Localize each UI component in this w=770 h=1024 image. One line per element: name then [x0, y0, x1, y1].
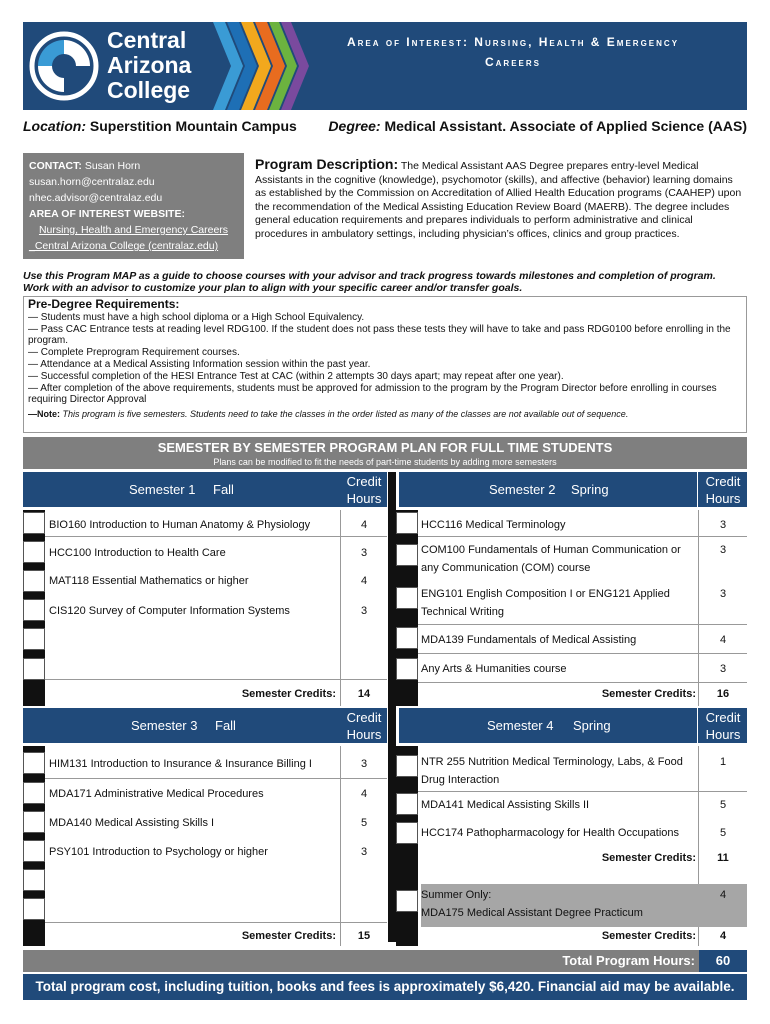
checkbox[interactable]	[23, 811, 45, 833]
semester-4-header	[399, 708, 697, 743]
credit-label: Credit	[346, 710, 382, 725]
sem3-credit: 3	[360, 846, 368, 858]
grid-line	[45, 536, 387, 537]
credit-label: Credit	[705, 710, 741, 725]
checkbox[interactable]	[23, 752, 45, 774]
prereq-item: — Attendance at a Medical Assisting Information session within the past year.	[28, 358, 371, 370]
grid-line	[418, 536, 747, 537]
checkbox[interactable]	[23, 869, 45, 891]
checkbox[interactable]	[396, 587, 418, 609]
checkbox[interactable]	[396, 822, 418, 844]
logo-emblem-icon	[29, 30, 99, 102]
guide-line-1: Use this Program MAP as a guide to choose courses with your advisor and track progress towards milestones and completion of program.	[23, 270, 716, 282]
sem2-credits-label: Semester Credits:	[601, 688, 696, 700]
grid-line	[45, 679, 387, 680]
checkbox[interactable]	[396, 793, 418, 815]
note-text: This program is five semesters. Students need to take the classes in the order listed as many of the classes are not available out of sequence.	[62, 409, 629, 420]
website-label: AREA OF INTEREST WEBSITE:	[29, 208, 185, 220]
guide-line-2: Work with an advisor to customize your plan to align with your specific career and/or transfer goals.	[23, 282, 523, 294]
sem3-credit: 5	[360, 817, 368, 829]
sem3-course: HIM131 Introduction to Insurance & Insurance Billing I	[49, 758, 312, 770]
hours-label: Hours	[705, 491, 741, 506]
checkbox[interactable]	[23, 658, 45, 680]
sem2-credits-total: 16	[716, 688, 730, 700]
area-of-interest-title	[293, 32, 733, 72]
grid-line	[340, 510, 341, 706]
location-label: Location:	[23, 118, 86, 134]
sem4-course: NTR 255 Nutrition Medical Terminology, Labs, & Food Drug Interaction	[421, 756, 683, 786]
logo-line-2: Arizona	[107, 52, 192, 78]
semester-4-term: Spring	[573, 718, 611, 733]
sem1-course: CIS120 Survey of Computer Information Systems	[49, 605, 290, 617]
contact-email-1[interactable]: susan.horn@centralaz.edu	[29, 176, 155, 188]
semester-1-term: Fall	[213, 482, 234, 497]
checkbox[interactable]	[396, 890, 418, 912]
location-value: Superstition Mountain Campus	[89, 118, 297, 134]
grid-line	[418, 653, 747, 654]
grid-line	[418, 624, 747, 625]
checkbox[interactable]	[23, 599, 45, 621]
sem1-course: BIO160 Introduction to Human Anatomy & Physiology	[49, 519, 311, 531]
logo-line-3: College	[107, 77, 191, 103]
sem3-credits-label: Semester Credits:	[241, 930, 336, 942]
prereq-item: — Complete Preprogram Requirement courses.	[28, 347, 240, 359]
sem1-course: HCC100 Introduction to Health Care	[49, 547, 226, 559]
hours-label: Hours	[346, 491, 382, 506]
hours-label: Hours	[346, 727, 382, 742]
sem2-credit: 4	[719, 634, 727, 646]
checkbox[interactable]	[396, 755, 418, 777]
checkbox[interactable]	[396, 658, 418, 680]
semester-2-credit-header	[698, 472, 747, 507]
summer-credits-total: 4	[719, 930, 727, 942]
checkbox[interactable]	[23, 840, 45, 862]
summer-credit: 4	[719, 889, 727, 901]
sem3-course: MDA140 Medical Assisting Skills I	[49, 817, 215, 829]
total-hours-value: 60	[699, 950, 747, 972]
sem4-credits-total: 11	[717, 852, 729, 864]
degree	[328, 118, 747, 134]
checkbox[interactable]	[23, 570, 45, 592]
program-map-page	[23, 22, 747, 1002]
sem2-course: HCC116 Medical Terminology	[421, 519, 566, 531]
sem4-credit: 5	[719, 799, 727, 811]
program-description-text: The Medical Assistant AAS Degree prepares entry-level Medical Assistants in the cognitive (knowledge), psychomotor (skills), and affective (behavior) learning domains as established by the Commission on Accreditation of Allied Health Education programs (CAAHEP) upon the recommendation of the Medical Assisting Education Review Board (MAERB). The degree includes general education requirements and prepares individuals to perform administrative and clinical procedures in ambulatory settings, including physician’s offices, clinics and group practices.	[255, 160, 742, 240]
prereq-item: — After completion of the above requirements, students must be approved for admission to the program by the Program Director before enrolling in courses requiring Director Approval	[28, 382, 717, 406]
location	[23, 118, 297, 134]
sem3-credit: 3	[360, 758, 368, 770]
semester-1-header	[23, 472, 343, 507]
program-description-label: Program Description:	[255, 156, 399, 172]
checkbox[interactable]	[23, 782, 45, 804]
semester-2-name: Semester 2	[489, 482, 556, 497]
sem3-credit: 4	[360, 788, 368, 800]
sem3-credits-total: 15	[357, 930, 371, 942]
checkbox[interactable]	[23, 898, 45, 920]
semester-1-credit-header	[343, 472, 387, 507]
sem1-credit: 3	[360, 605, 368, 617]
sem4-course: HCC174 Pathopharmacology for Health Occupations	[421, 827, 680, 839]
sem1-credit: 4	[360, 519, 368, 531]
pre-degree-requirements	[23, 296, 747, 433]
degree-value: Medical Assistant. Associate of Applied Science (AAS)	[384, 118, 747, 134]
logo-wordmark	[107, 28, 191, 103]
semester-3-name: Semester 3	[131, 718, 198, 733]
contact-label: CONTACT:	[29, 160, 82, 172]
note-label: —Note:	[28, 409, 60, 420]
prereq-item: — Students must have a high school diploma or a High School Equivalency.	[28, 311, 365, 323]
semester-3-header	[23, 708, 343, 743]
prereq-note	[28, 409, 742, 421]
title-line-2: Careers	[484, 55, 541, 69]
sem2-course: COM100 Fundamentals of Human Communication or any Communication (COM) course	[421, 544, 681, 574]
prereq-item: — Successful completion of the HESI Entrance Test at CAC (within 2 attempts 30 days apart; may repeat after one year).	[28, 370, 564, 382]
program-description	[255, 158, 745, 241]
sem3-course: MDA171 Administrative Medical Procedures	[49, 788, 264, 800]
semester-2-term: Spring	[571, 482, 609, 497]
total-hours-label: Total Program Hours:	[562, 953, 695, 968]
contact-box	[23, 153, 244, 259]
checkbox[interactable]	[23, 512, 45, 534]
summer-label: Summer Only:	[421, 889, 492, 901]
plan-heading	[23, 437, 747, 469]
semester-3-credit-header	[343, 708, 387, 743]
sem2-course: Any Arts & Humanities course	[421, 663, 567, 675]
program-cost: Total program cost, including tuition, books and fees is approximately $6,420. Financial aid may be available.	[23, 974, 747, 1000]
total-program-hours	[23, 950, 747, 972]
header-banner	[23, 22, 747, 110]
guide-text	[23, 270, 747, 294]
sem1-credits-total: 14	[357, 688, 371, 700]
plan-title: SEMESTER BY SEMESTER PROGRAM PLAN FOR FULL TIME STUDENTS	[157, 440, 613, 455]
sem1-credits-label: Semester Credits:	[241, 688, 336, 700]
plan-subtitle: Plans can be modified to fit the needs of part-time students by adding more semesters	[213, 457, 557, 467]
sem1-course: MAT118 Essential Mathematics or higher	[49, 575, 249, 587]
checkbox[interactable]	[396, 512, 418, 534]
semester-1-name: Semester 1	[129, 482, 196, 497]
sem2-course: ENG101 English Composition I or ENG121 Applied Technical Writing	[421, 588, 670, 618]
sem4-course: MDA141 Medical Assisting Skills II	[421, 799, 590, 811]
grid-line	[698, 510, 699, 706]
semester-3-term: Fall	[215, 718, 236, 733]
grid-line	[418, 682, 747, 683]
logo-line-1: Central	[107, 27, 187, 53]
prereq-item: — Pass CAC Entrance tests at reading level RDG100. If the student does not pass these tests they will have to take and pass RDG0100 before enrolling in the program.	[28, 323, 731, 347]
degree-label: Degree:	[328, 118, 381, 134]
grid-line	[45, 922, 387, 923]
grid-line	[418, 791, 747, 792]
checkbox[interactable]	[23, 541, 45, 563]
sem2-credit: 3	[719, 519, 727, 531]
website-link-careers[interactable]: Nursing, Health and Emergency Careers	[38, 224, 229, 236]
column-divider	[388, 472, 396, 942]
semester-4-credit-header	[698, 708, 747, 743]
grid-line	[340, 746, 341, 946]
checkbox[interactable]	[23, 628, 45, 650]
credit-label: Credit	[346, 474, 382, 489]
hours-label: Hours	[705, 727, 741, 742]
sem4-credits-label: Semester Credits:	[601, 852, 696, 864]
sem4-credit: 1	[719, 756, 727, 768]
grid-line	[45, 778, 387, 779]
sem2-course: MDA139 Fundamentals of Medical Assisting	[421, 634, 637, 646]
checkbox[interactable]	[396, 544, 418, 566]
sem2-credit: 3	[719, 588, 727, 600]
contact-email-2[interactable]: nhec.advisor@centralaz.edu	[29, 192, 163, 204]
prereq-title: Pre-Degree Requirements:	[28, 297, 180, 311]
sem1-credit: 4	[360, 575, 368, 587]
website-link-cac[interactable]: _Central Arizona College (centralaz.edu)	[29, 240, 219, 252]
semester-2-header	[399, 472, 697, 507]
checkbox[interactable]	[396, 627, 418, 649]
sem2-credit: 3	[719, 663, 727, 675]
college-logo	[23, 22, 253, 110]
summer-course: MDA175 Medical Assistant Degree Practicum	[421, 907, 643, 919]
sem2-credit: 3	[719, 544, 727, 556]
summer-credits-label: Semester Credits:	[601, 930, 696, 942]
sem4-credit: 5	[719, 827, 727, 839]
sem3-course: PSY101 Introduction to Psychology or higher	[49, 846, 268, 858]
credit-label: Credit	[705, 474, 741, 489]
title-line-1: Area of Interest: Nursing, Health & Emergency	[346, 35, 680, 49]
sem1-credit: 3	[360, 547, 368, 559]
contact-name: Susan Horn	[84, 160, 141, 172]
semester-4-name: Semester 4	[487, 718, 554, 733]
